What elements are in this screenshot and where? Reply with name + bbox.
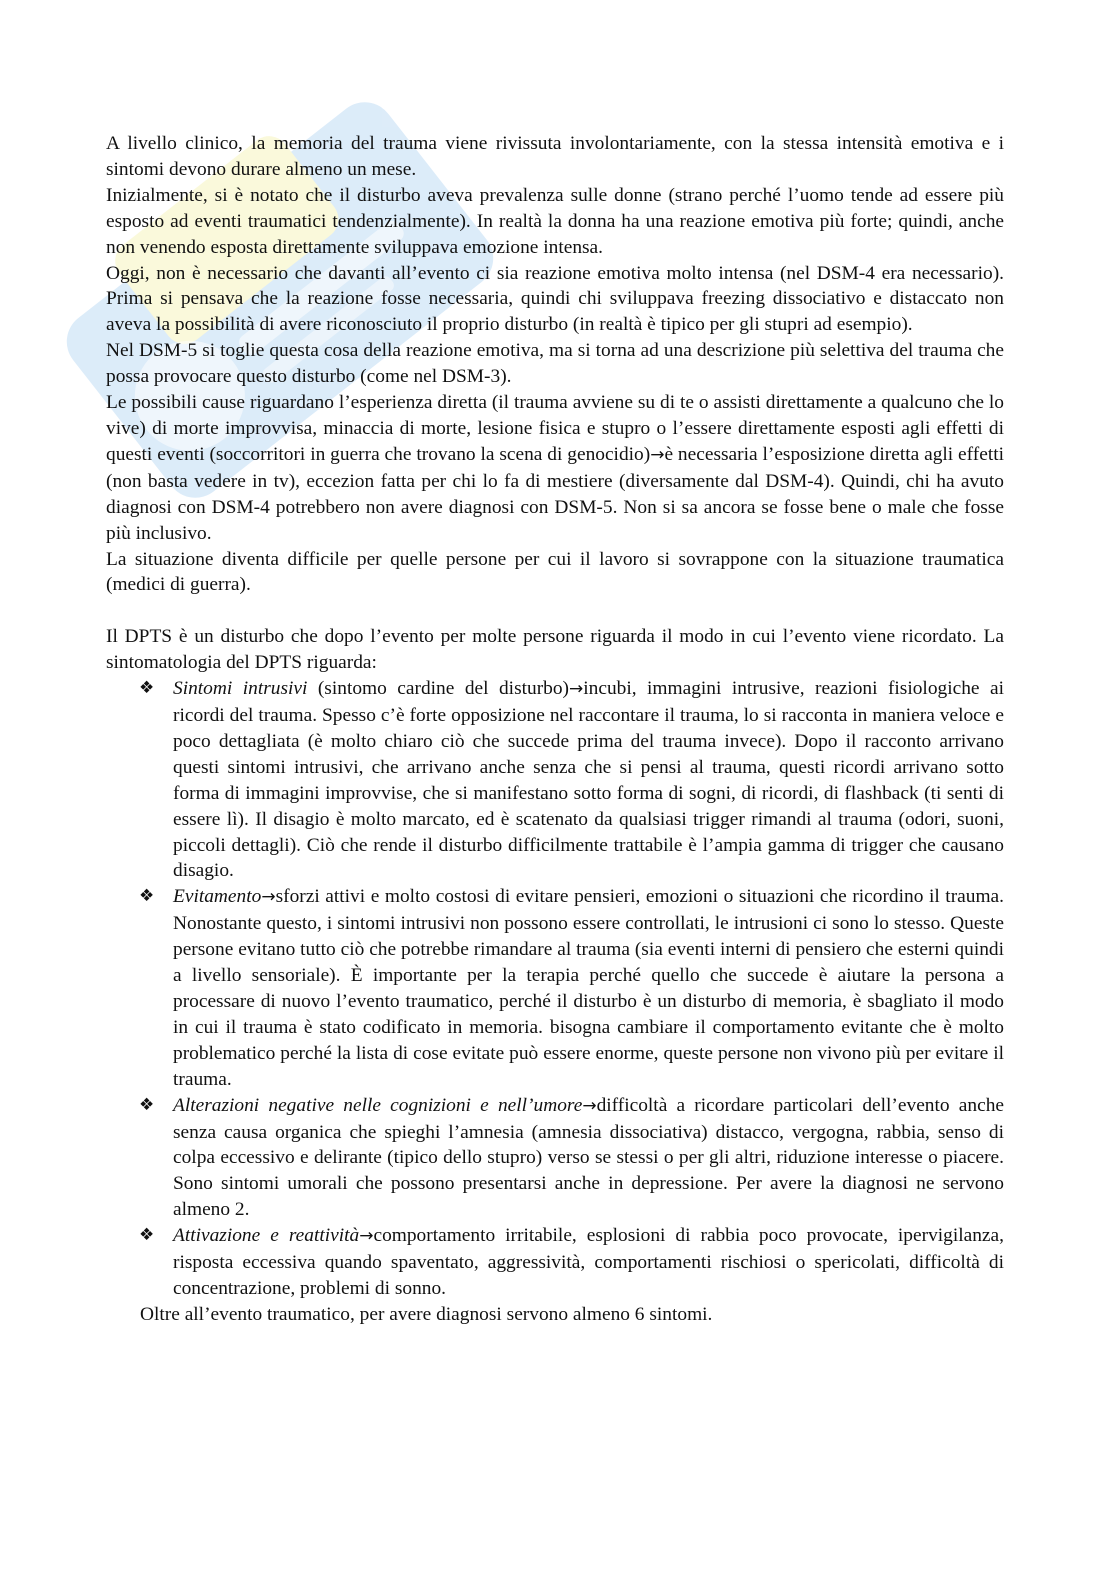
arrow-icon: → (569, 679, 584, 700)
paragraph-3: Oggi, non è necessario che davanti all’evento ci sia reazione emotiva molto intensa (nel DSM-4 era necessario). Prima si pensava che la reazione fosse necessaria, quindi chi sviluppava freezing dissociativo e distaccato non aveva la possibilità di avere riconosciuto il proprio disturbo (in realtà è tipico per gli stupri ad esempio). (106, 262, 1004, 336)
symptom-text: incubi, immagini intrusive, reazioni fisiologiche ai ricordi del trauma. Spesso c’è forte opposizione nel raccontare il trauma, lo si racconta in maniera veloce e poco dettagliata (è molto chiaro ciò che succede prima del trauma invece). Dopo il racconto arrivano questi sintomi intrusivi, che arrivano anche senza che si pensi al trauma, questi ricordi arrivano sotto forma di immagini improvvise, che si manifestano sotto forma di sogni, di ricordi, di flashback (ti senti di essere lì). Il disagio è molto marcato, ed è scatenato da qualsiasi trigger rimandi al trauma (odori, suoni, piccoli dettagli). Ciò che rende il disturbo difficilmente trattabile è l’ampia gamma di trigger che causano disagio. (173, 678, 1004, 882)
paragraph-5 (106, 390, 1004, 546)
symptom-term: Alterazioni negative nelle cognizioni e nell’umore (173, 1094, 583, 1116)
paragraph-6: La situazione diventa difficile per quelle persone per cui il lavoro si sovrappone con la situazione traumatica (medici di guerra). (106, 548, 1004, 596)
diamond-bullet-icon: ❖ (139, 886, 155, 907)
symptom-prefix: (sintomo cardine del disturbo) (307, 678, 569, 700)
symptom-text: sforzi attivi e molto costosi di evitare pensieri, emozioni o situazioni che ricordino il trauma. Nonostante questo, i sintomi intrusivi non possono essere controllati, le intrusioni ci sono lo stesso. Queste persone evitano tutto ciò che potrebbe rimandare al trauma (sia eventi interni di pensiero che esterni quindi a livello sensoriale). È importante per la terapia perché quello che succede è aiutare la persona a processare di nuovo l’evento traumatico, perché il disturbo è un disturbo di memoria, è sbagliato il modo in cui il trauma è stato codificato in memoria. bisogna cambiare il comportamento evitante che è molto problematico perché la lista di cose evitate può essere enorme, queste persone non vivono più per evitare il trauma. (173, 886, 1004, 1090)
symptom-term: Evitamento (173, 886, 262, 908)
arrow-icon: → (650, 444, 665, 465)
diamond-bullet-icon: ❖ (139, 1094, 155, 1115)
symptom-item (139, 1093, 1004, 1224)
symptom-list (106, 676, 1004, 1302)
paragraph-gap (106, 598, 1004, 624)
paragraph-5-before: Le possibili cause riguardano l’esperienza diretta (il trauma avviene su di te o assisti direttamente a qualcuno che lo vive) di morte improvvisa, minaccia di morte, lesione fisica e stupro o l’essere direttamente esposti agli effetti di questi eventi (soccorritori in guerra che trovano la scena di genocidio) (106, 392, 1004, 465)
closing-sentence: Oltre all’evento traumatico, per avere diagnosi servono almeno 6 sintomi. (140, 1303, 713, 1325)
symptom-text: comportamento irritabile, esplosioni di rabbia poco provocate, ipervigilanza, risposta eccessiva quando spaventato, aggressività, comportamenti rischiosi o spericolati, difficoltà di concentrazione, problemi di sonno. (173, 1225, 1004, 1299)
diamond-bullet-icon: ❖ (139, 678, 155, 699)
arrow-icon: → (359, 1226, 374, 1247)
arrow-icon: → (261, 887, 276, 908)
symptom-item (139, 1223, 1004, 1302)
paragraph-4: Nel DSM-5 si toglie questa cosa della reazione emotiva, ma si torna ad una descrizione più selettiva del trauma che possa provocare questo disturbo (come nel DSM-3). (106, 340, 1004, 388)
symptom-text: difficoltà a ricordare particolari dell’evento anche senza causa organica che spieghi l’amnesia (amnesia dissociativa) distacco, vergogna, rabbia, senso di colpa eccessivo e delirante (tipico dello stupro) verso se stessi o per gli altri, riduzione interesse o piacere. Sono sintomi umorali che possono presentarsi anche in depressione. Per avere la diagnosi ne servono almeno 2. (173, 1094, 1004, 1221)
symptom-term: Attivazione e reattività (173, 1225, 360, 1247)
diamond-bullet-icon: ❖ (139, 1225, 155, 1246)
document-body (106, 131, 1004, 1328)
paragraph-2: Inizialmente, si è notato che il disturbo aveva prevalenza sulle donne (strano perché l’uomo tende ad essere più esposto ad eventi traumatici tendenzialmente). In realtà la donna ha una reazione emotiva più forte; quindi, anche non venendo esposta direttamente sviluppava emozione intensa. (106, 184, 1004, 258)
symptom-item (139, 676, 1004, 884)
paragraph-1: A livello clinico, la memoria del trauma viene rivissuta involontariamente, con la stessa intensità emotiva e i sintomi devono durare almeno un mese. (106, 133, 1004, 180)
dpts-intro: Il DPTS è un disturbo che dopo l’evento per molte persone riguarda il modo in cui l’evento viene ricordato. La sintomatologia del DPTS riguarda: (106, 626, 1004, 674)
symptom-item (139, 884, 1004, 1092)
symptom-term: Sintomi intrusivi (173, 678, 308, 700)
paragraph-5-after: è necessaria l’esposizione diretta agli effetti (non basta vedere in tv), eccezion fatta per chi lo fa di mestiere (diversamente dal DSM-4). Quindi, chi ha avuto diagnosi con DSM-4 potrebbero non avere diagnosi con DSM-5. Non si sa ancora se fosse bene o male che fosse più inclusivo. (106, 443, 1004, 544)
arrow-icon: → (582, 1095, 597, 1116)
